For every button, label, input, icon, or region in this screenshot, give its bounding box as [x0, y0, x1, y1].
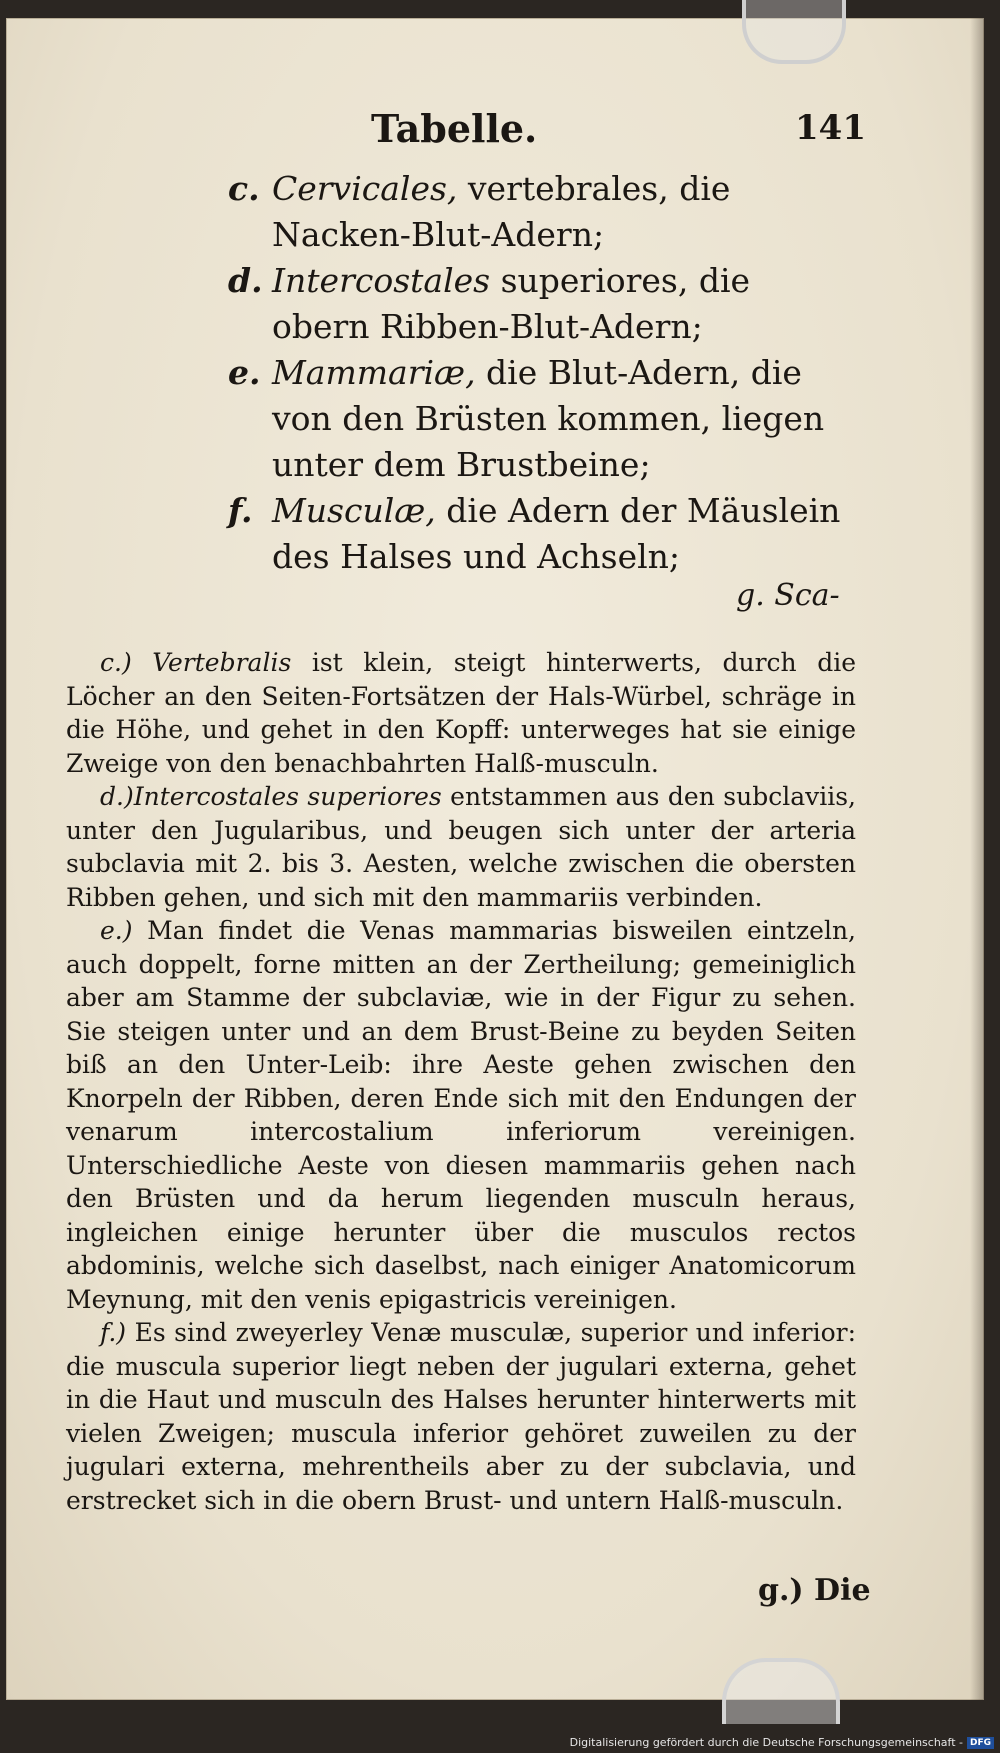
entry-letter: e.: [228, 353, 261, 392]
note-f: [66, 1316, 856, 1517]
page-title: Tabelle.: [371, 106, 538, 151]
bottom-clip: [722, 1658, 840, 1724]
running-head: [66, 106, 866, 156]
entry-e: [228, 350, 848, 488]
note-d: [66, 780, 856, 914]
entry-f: [228, 488, 848, 580]
entry-text: die Adern der Mäuslein des Halses und Achseln;: [272, 491, 841, 576]
catchword-top: g. Sca-: [736, 578, 840, 613]
entry-letter: d.: [228, 261, 263, 300]
note-label: e.): [100, 916, 133, 945]
note-text: entstammen aus den subclaviis, unter den Jugularibus, und beugen sich unter der arteria subclavia mit 2. bis 3. Aesten, welche zwischen die obersten Ribben gehen, und sich mit den mammariis verbinden.: [66, 782, 856, 912]
top-clip: [742, 0, 846, 64]
entry-c: [228, 166, 848, 258]
entry-text: superiores, die obern Ribben-Blut-Adern;: [272, 261, 751, 346]
note-label: f.): [100, 1318, 127, 1347]
book-page: [6, 18, 984, 1700]
entry-latin-term: Mammariæ,: [272, 353, 476, 392]
table-entries: [228, 166, 848, 580]
note-label: d.): [100, 782, 134, 811]
entry-letter: f.: [228, 491, 253, 530]
dfg-logo: DFG: [967, 1737, 994, 1749]
footnotes: [66, 646, 856, 1517]
entry-text: die Blut-Adern, die von den Brüsten kommen, liegen unter dem Brustbeine;: [272, 353, 825, 484]
note-label: c.): [100, 648, 132, 677]
note-text: Es sind zweyerley Venæ musculæ, superior und inferior: die muscula superior liegt neben der jugulari externa, gehet in die Haut und musculn des Halses herunter hinterwerts mit vielen Zweigen; muscula inferior gehöret zuweilen zu der jugulari externa, mehrentheils aber zu der subclavia, und erstrecket sich in die obern Brust- und untern Halß-musculn.: [66, 1318, 856, 1515]
note-latin-term: Vertebralis: [131, 648, 292, 677]
note-c: [66, 646, 856, 780]
catchword-bottom: g.) Die: [758, 1573, 871, 1608]
digitization-footer: [570, 1736, 994, 1749]
note-latin-term: Intercostales superiores: [133, 782, 442, 811]
note-text: ist klein, steigt hinterwerts, durch die Löcher an den Seiten-Fortsätzen der Hals-Würbel, schräge in die Höhe, und gehet in den Kopff: unterweges hat sie einige Zweige von den benachbahrten Halß-musculn.: [66, 648, 856, 778]
entry-letter: c.: [228, 169, 260, 208]
note-e: [66, 914, 856, 1316]
footer-text: Digitalisierung gefördert durch die Deutsche Forschungsgemeinschaft -: [569, 1736, 963, 1749]
entry-latin-term: Musculæ,: [272, 491, 436, 530]
entry-latin-term: Intercostales: [272, 261, 491, 300]
entry-d: [228, 258, 848, 350]
entry-latin-term: Cervicales,: [272, 169, 458, 208]
entry-text: vertebrales, die Nacken-Blut-Adern;: [272, 169, 731, 254]
note-text: Man findet die Venas mammarias bisweilen eintzeln, auch doppelt, forne mitten an der Zertheilung; gemeiniglich aber am Stamme der subclaviæ, wie in der Figur zu sehen. Sie steigen unter und an dem Brust-Beine zu beyden Seiten biß an den Unter-Leib: ihre Aeste gehen zwischen den Knorpeln der Ribben, deren Ende sich mit den Endungen der venarum intercostalium inferiorum vereinigen. Unterschiedliche Aeste von diesen mammariis gehen nach den Brüsten und da herum liegenden musculn heraus, ingleichen einige herunter über die musculos rectos abdominis, welche sich daselbst, nach einiger Anatomicorum Meynung, mit den venis epigastricis vereinigen.: [66, 916, 856, 1314]
page-number: 141: [795, 108, 866, 148]
